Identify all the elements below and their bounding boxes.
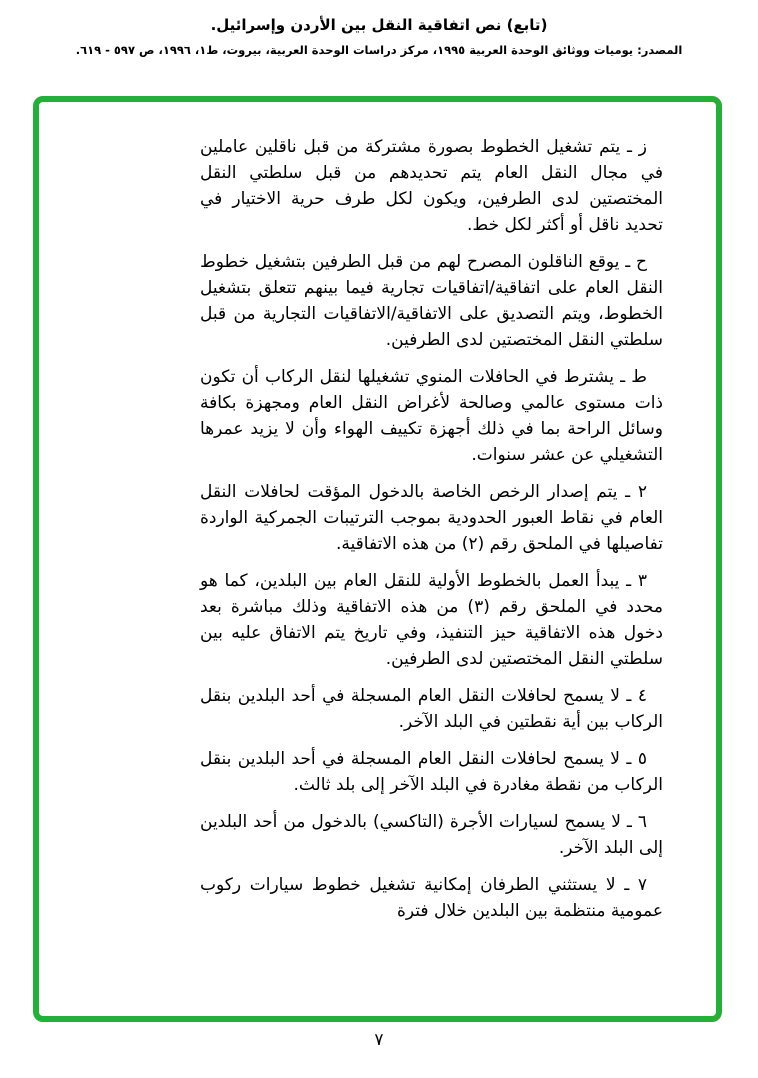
paragraph-clause-t: ط ـ يشترط في الحافلات المنوي تشغيلها لنقل الركاب أن تكون ذات مستوى عالمي وصالحة لأغراض النقل العام ومجهزة بكافة وسائل الراحة بما في ذلك أجهزة تكييف الهواء وأن لا يزيد عمرها التشغيلي عن عشر سنوات. [200, 367, 663, 465]
document-title: (تابع) نص اتفاقية النقل بين الأردن وإسرائيل. [210, 16, 548, 34]
paragraph-item-2: ٢ ـ يتم إصدار الرخص الخاصة بالدخول المؤقت لحافلات النقل العام في نقاط العبور الحدودية بموجب الترتيبات الجمركية الواردة تفاصيلها في الملحق رقم (٢) من هذه الاتفاقية. [200, 482, 663, 554]
page-header [0, 14, 758, 58]
paragraph-item-5: ٥ ـ لا يسمح لحافلات النقل العام المسجلة في أحد البلدين بنقل الركاب من نقطة مغادرة في البلد الآخر إلى بلد ثالث. [200, 749, 663, 795]
source-citation-line: المصدر: يوميات ووثائق الوحدة العربية ١٩٩٥، مركز دراسات الوحدة العربية، بيروت، ط١، ١٩٩٦، ص ٥٩٧ - ٦١٩. [75, 43, 683, 57]
paragraph-item-4: ٤ ـ لا يسمح لحافلات النقل العام المسجلة في أحد البلدين بنقل الركاب بين أية نقطتين في البلد الآخر. [200, 686, 663, 732]
paragraph-item-7: ٧ ـ لا يستثني الطرفان إمكانية تشغيل خطوط سيارات ركوب عمومية منتظمة بين البلدين خلال فترة [200, 875, 663, 921]
paragraph-item-3: ٣ ـ يبدأ العمل بالخطوط الأولية للنقل العام بين البلدين، كما هو محدد في الملحق رقم (٣) من هذه الاتفاقية وذلك مباشرة بعد دخول هذه الاتفاقية حيز التنفيذ، وفي تاريخ يتم الاتفاق عليه بين سلطتي النقل المختصتين لدى الطرفين. [200, 571, 663, 669]
document-body-text [200, 134, 663, 935]
paragraph-item-6: ٦ ـ لا يسمح لسيارات الأجرة (التاكسي) بالدخول من أحد البلدين إلى البلد الآخر. [200, 812, 663, 858]
paragraph-clause-z: ز ـ يتم تشغيل الخطوط بصورة مشتركة من قبل ناقلين عاملين في مجال النقل العام يتم تحديدهم من قبل سلطتي النقل المختصتين لدى الطرفين، ويكون لكل طرف حرية الاختيار في تحديد ناقل أو أكثر لكل خط. [200, 137, 663, 235]
page-number: ٧ [374, 1030, 384, 1050]
paragraph-clause-h: ح ـ يوقع الناقلون المصرح لهم من قبل الطرفين بتشغيل خطوط النقل العام على اتفاقية/اتفاقيات تجارية فيما بينهم تتعلق بتشغيل الخطوط، ويتم التصديق على الاتفاقية/الاتفاقيات التجارية من قبل سلطتي النقل المختصتين لدى الطرفين. [200, 252, 663, 350]
